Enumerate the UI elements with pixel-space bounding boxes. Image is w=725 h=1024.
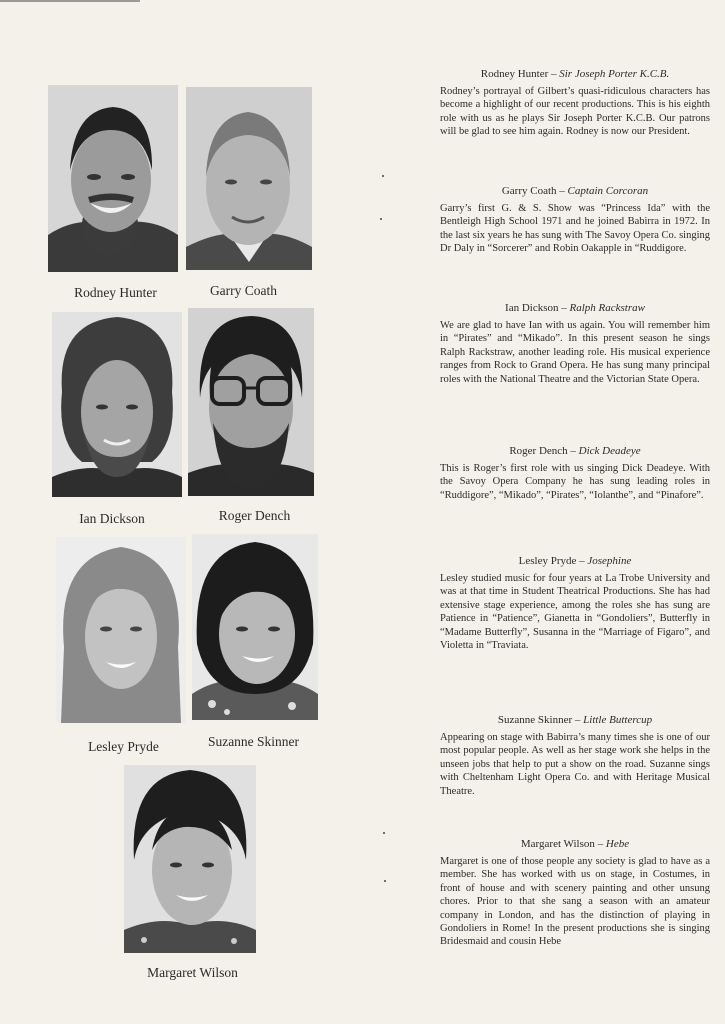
caption-rodney-hunter: Rodney Hunter bbox=[74, 285, 157, 300]
bio-title: Garry Coath – Captain Corcoran bbox=[501, 185, 649, 197]
bio-title: Margaret Wilson – Hebe bbox=[520, 838, 630, 850]
bio-text: Lesley studied music for four years at La Trobe University and was at that time in Student Theatrical Productions. She has had extensive stage experience, among the roles she has sung are Patience in “Patience”, Gianetta in “Gondoliers”, Butterfly in “Madame Butterfly”, Susanna in the “Marriage of Figaro”, and Violetta in “Traviata. bbox=[440, 573, 710, 652]
photo-garry-coath bbox=[186, 87, 312, 270]
bio-title: Suzanne Skinner – Little Buttercup bbox=[497, 714, 653, 726]
bio-title: Ian Dickson – Ralph Rackstraw bbox=[505, 302, 645, 314]
bio-suzanne-skinner bbox=[440, 714, 710, 798]
speck bbox=[382, 175, 384, 177]
caption-roger-dench: Roger Dench bbox=[218, 508, 291, 523]
bio-text: Margaret is one of those people any society is glad to have as a member. She has worked with us on stage, in Costumes, in front of house and with scenery painting and other unsung chores. Prior to that she sang a season with an amateur company in London, and has the distinction of playing in Gondoliers in Rome! In the present productions she is singing Bridesmaid and cousin Hebe bbox=[440, 856, 710, 948]
bio-text: This is Roger’s first role with us singing Dick Deadeye. With the Savoy Opera Company he has sung leading roles in “Ruddigore”, “Mikado”, “Pirates”, “Iolanthe”, and “Pinafore”. bbox=[440, 463, 710, 501]
photo-suzanne-skinner bbox=[192, 534, 318, 720]
photo-lesley-pryde bbox=[56, 537, 186, 723]
bio-roger-dench bbox=[440, 445, 710, 502]
bio-text: Garry’s first G. & S. Show was “Princess Ida” with the Bentleigh High School 1971 and he joined Babirra in 1972. In the last six years he has sung with The Savoy Opera Co. singing Dr Daly in “Sorcerer” and Robin Oakapple in “Ruddigore. bbox=[440, 203, 710, 255]
bio-lesley-pryde bbox=[440, 555, 710, 652]
bio-text: We are glad to have Ian with us again. You will remember him in “Pirates” and “Mikado”. In this present season he sings Ralph Rackstraw, another leading role. His musical experience ranges from Rock to Grand Opera. He has sung many principal roles with the National Theatre and the Victorian State Opera. bbox=[440, 320, 710, 385]
bio-title: Roger Dench – Dick Deadeye bbox=[509, 445, 641, 457]
bio-margaret-wilson bbox=[440, 838, 710, 949]
caption-suzanne-skinner: Suzanne Skinner bbox=[207, 734, 300, 749]
speck bbox=[384, 880, 386, 882]
caption-ian-dickson: Ian Dickson bbox=[79, 511, 145, 526]
photo-ian-dickson bbox=[52, 312, 182, 497]
bio-title: Lesley Pryde – Josephine bbox=[518, 555, 632, 567]
photo-margaret-wilson bbox=[124, 765, 256, 953]
speck bbox=[383, 832, 385, 834]
speck bbox=[380, 218, 382, 220]
photo-roger-dench bbox=[188, 308, 314, 496]
bio-garry-coath bbox=[440, 185, 710, 256]
bio-rodney-hunter bbox=[440, 68, 710, 139]
photo-rodney-hunter bbox=[48, 85, 178, 272]
bio-text: Appearing on stage with Babirra’s many times she is one of our most popular people. As well as her stage work she helps in the unseen jobs that help to put a show on the road. Suzanne sings with Cheltenham Light Opera Co. and with Heritage Musical Theatre. bbox=[440, 732, 710, 797]
caption-lesley-pryde: Lesley Pryde bbox=[88, 739, 159, 754]
bio-title: Rodney Hunter – Sir Joseph Porter K.C.B. bbox=[480, 68, 670, 80]
caption-margaret-wilson: Margaret Wilson bbox=[147, 965, 238, 980]
bio-text: Rodney’s portrayal of Gilbert’s quasi-ridiculous characters has become a highlight of our recent productions. This is his eighth role with us as he plays Sir Joseph Porter K.C.B. Our patrons will be glad to see him again. Rodney is now our President. bbox=[440, 86, 710, 138]
caption-garry-coath: Garry Coath bbox=[209, 283, 278, 298]
top-rule bbox=[0, 0, 140, 2]
bio-ian-dickson bbox=[440, 302, 710, 386]
